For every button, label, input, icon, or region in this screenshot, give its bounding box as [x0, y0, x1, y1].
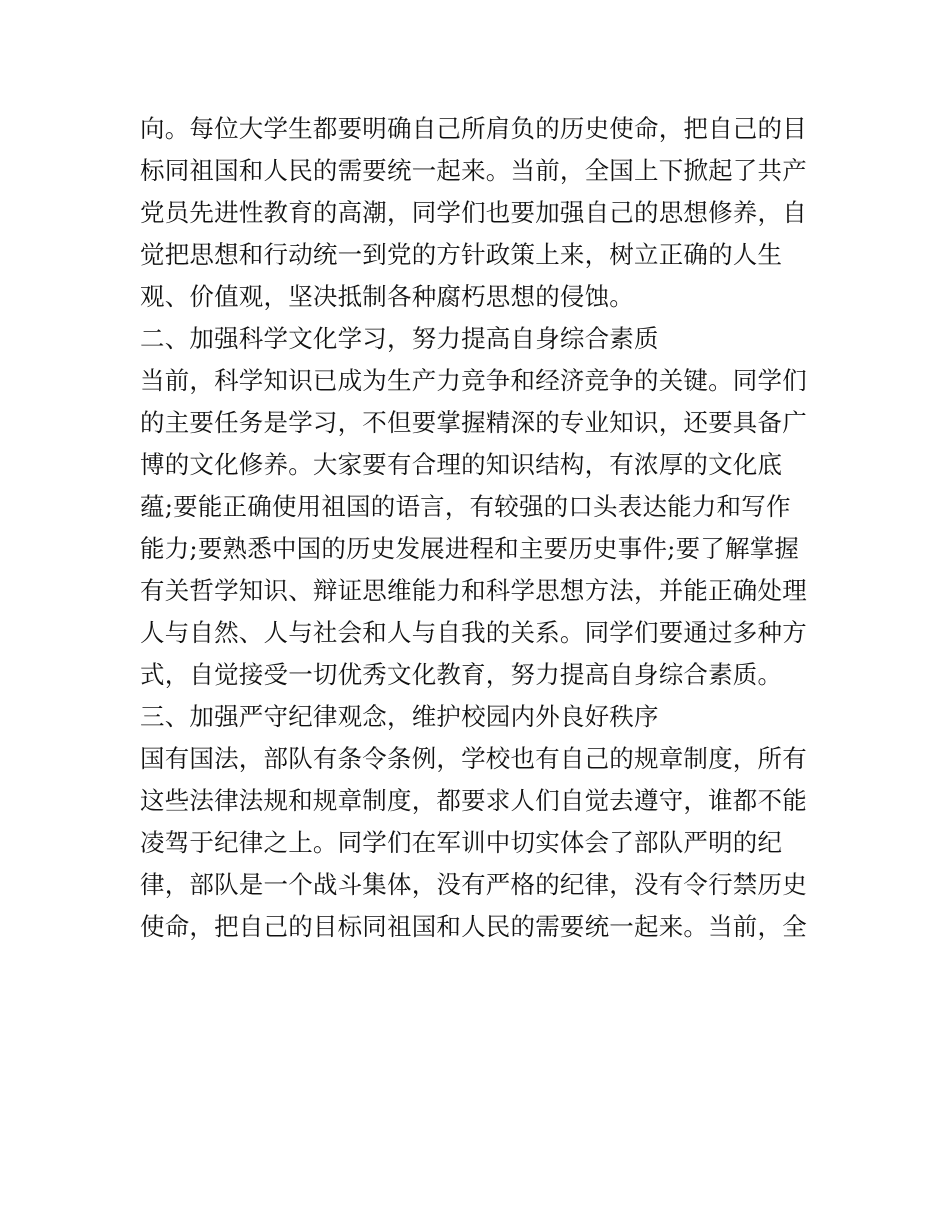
text-line: 这些法律法规和规章制度，都要求人们自觉去遵守，谁都不能: [140, 786, 807, 815]
text-line: 标同祖国和人民的需要统一起来。当前，全国上下掀起了共产: [140, 156, 807, 185]
text-line: 的主要任务是学习，不但要掌握精深的专业知识，还要具备广: [140, 408, 807, 437]
body-text: [140, 108, 820, 948]
text-line: 向。每位大学生都要明确自己所肩负的历史使命，把自己的目: [140, 114, 807, 143]
text-line: 律，部队是一个战斗集体，没有严格的纪律，没有令行禁历史: [140, 870, 807, 899]
text-line: 人与自然、人与社会和人与自我的关系。同学们要通过多种方: [140, 618, 807, 647]
text-line: 当前，科学知识已成为生产力竞争和经济竞争的关键。同学们: [140, 366, 807, 395]
text-line: 蕴;要能正确使用祖国的语言，有较强的口头表达能力和写作: [140, 492, 791, 521]
text-line: 有关哲学知识、辩证思维能力和科学思想方法，并能正确处理: [140, 576, 807, 605]
text-line: 博的文化修养。大家要有合理的知识结构，有浓厚的文化底: [140, 450, 783, 479]
text-line: 凌驾于纪律之上。同学们在军训中切实体会了部队严明的纪: [140, 828, 783, 857]
text-line: 式，自觉接受一切优秀文化教育，努力提高自身综合素质。: [140, 660, 783, 689]
text-line: 国有国法，部队有条令条例，学校也有自己的规章制度，所有: [140, 744, 807, 773]
section-heading: 二、加强科学文化学习，努力提高自身综合素质: [140, 324, 659, 353]
text-line: 观、价值观，坚决抵制各种腐朽思想的侵蚀。: [140, 282, 634, 311]
text-line: 使命，把自己的目标同祖国和人民的需要统一起来。当前，全: [140, 912, 807, 941]
text-line: 党员先进性教育的高潮，同学们也要加强自己的思想修养，自: [140, 198, 807, 227]
text-line: 能力;要熟悉中国的历史发展进程和主要历史事件;要了解掌握: [140, 534, 800, 563]
section-heading: 三、加强严守纪律观念，维护校园内外良好秩序: [140, 702, 659, 731]
text-line: 觉把思想和行动统一到党的方针政策上来，树立正确的人生: [140, 240, 783, 269]
